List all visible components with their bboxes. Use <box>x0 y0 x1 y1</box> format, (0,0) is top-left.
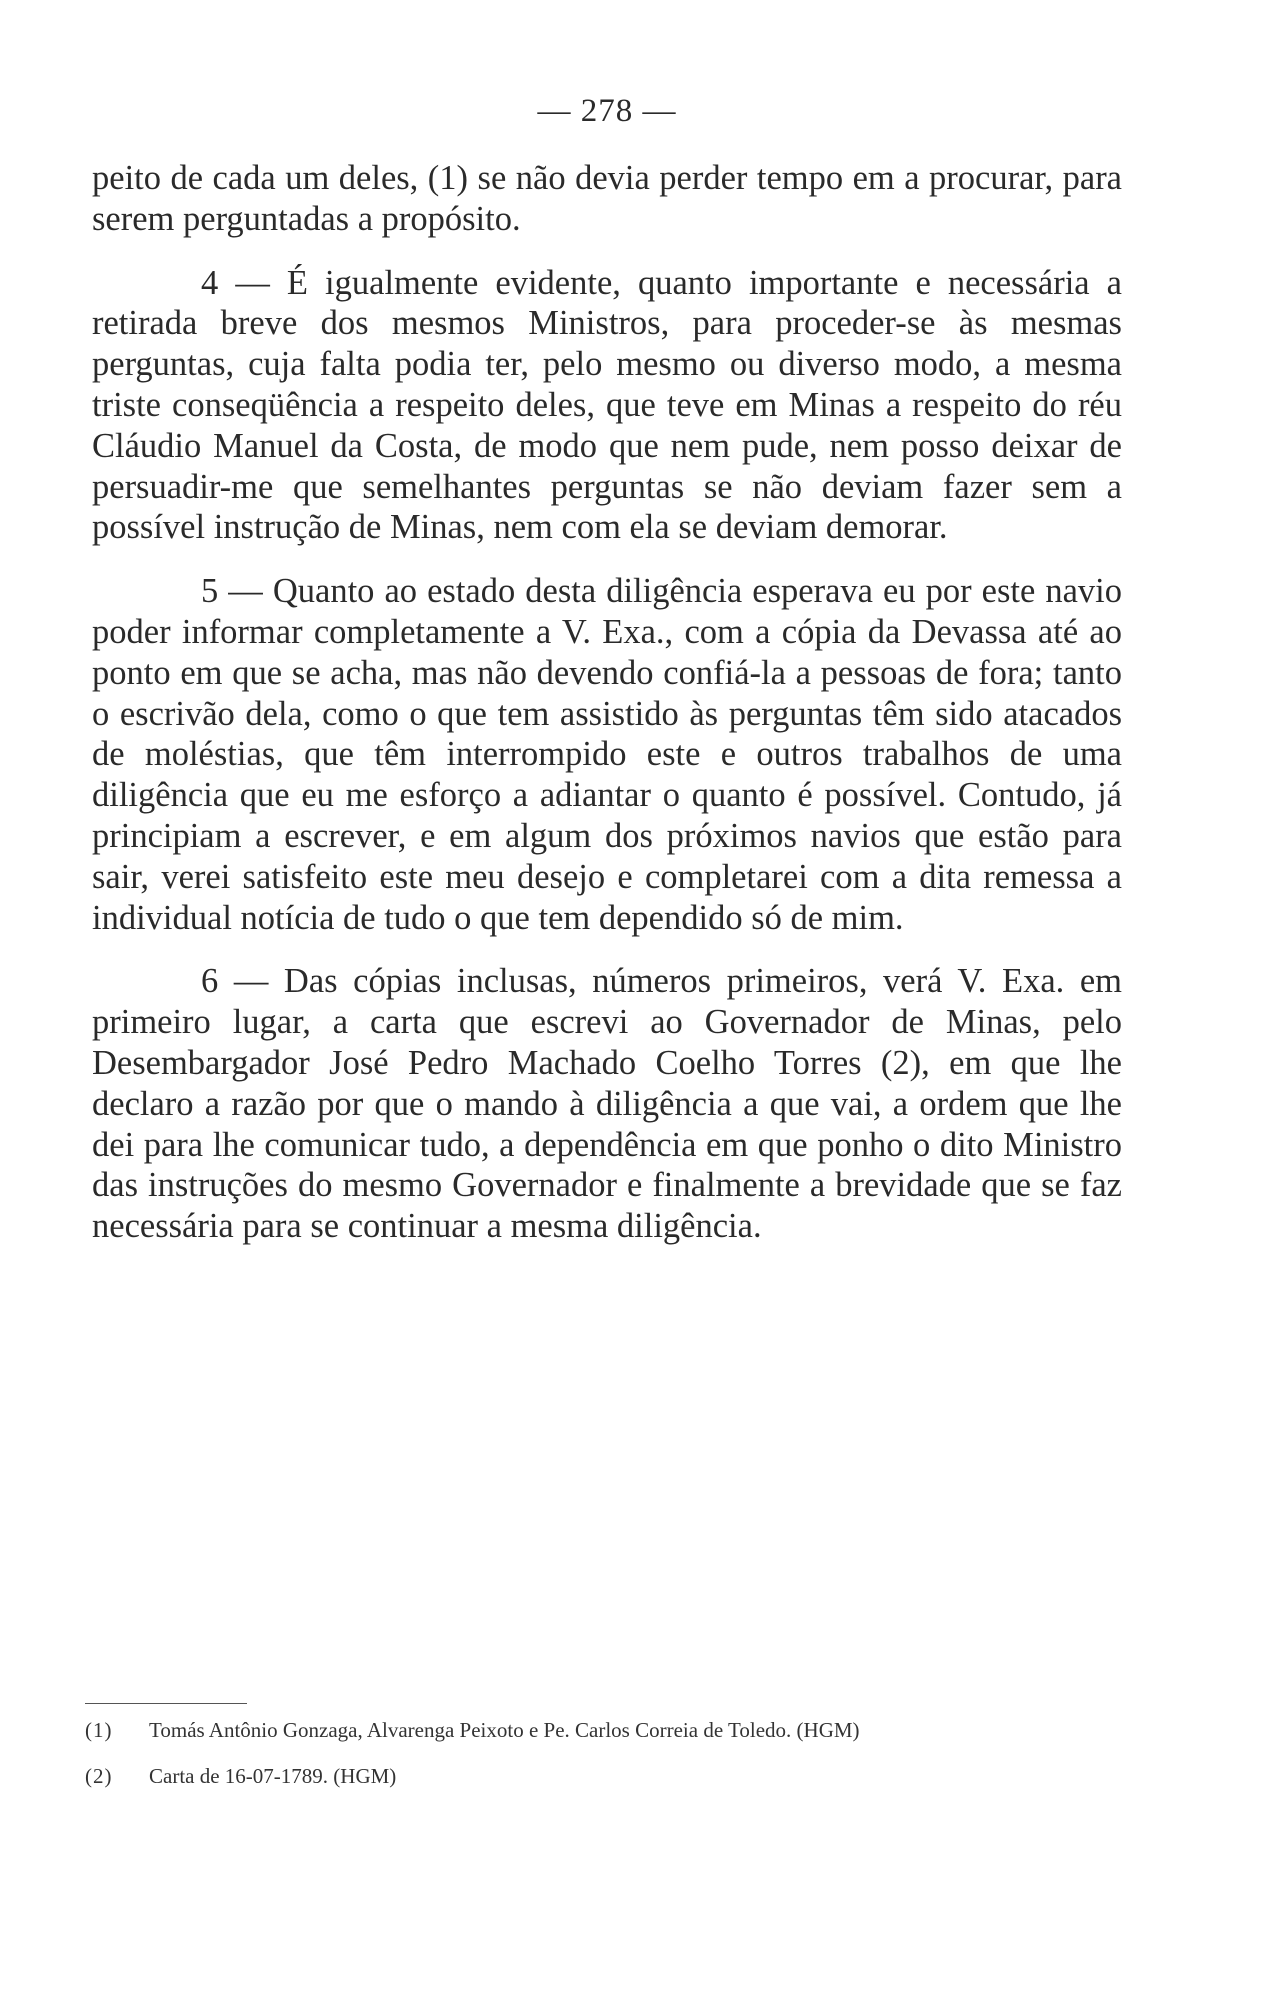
footnote-mark: (2) <box>85 1764 113 1788</box>
paragraph-item-6: 6 — Das cópias inclusas, números primeiros, verá V. Exa. em primeiro lugar, a carta que escrevi ao Governador de Minas, pelo Desembargador José Pedro Machado Coelho Torres (2), em que lhe declaro a razão por que o mando à diligência a que vai, a ordem que lhe dei para lhe comunicar tudo, a dependência em que ponho o dito Ministro das instruções do mesmo Governador e finalmente a brevidade que se faz necessária para se continuar a mesma diligência. <box>92 962 1122 1246</box>
footnotes <box>85 1703 1125 1791</box>
footnote-text: Carta de 16-07-1789. (HGM) <box>149 1764 397 1788</box>
footnote-divider <box>85 1703 247 1704</box>
book-page <box>92 90 1122 1247</box>
paragraph-item-4: 4 — É igualmente evidente, quanto importante e necessária a retirada breve dos mesmos Ministros, para proceder-se às mesmas perguntas, cuja falta podia ter, pelo mesmo ou diverso modo, a mesma triste conseqüência a respeito deles, que teve em Minas a respeito do réu Cláudio Manuel da Costa, de modo que nem pude, nem posso deixar de persuadir-me que semelhantes perguntas se não deviam fazer sem a possível instrução de Minas, nem com ela se deviam demorar. <box>92 263 1122 547</box>
paragraph-item-5: 5 — Quanto ao estado desta diligência esperava eu por este navio poder informar completamente a V. Exa., com a cópia da Devassa até ao ponto em que se acha, mas não devendo confiá-la a pessoas de fora; tanto o escrivão dela, como o que tem assistido às perguntas têm sido atacados de moléstias, que têm interrompido este e outros trabalhos de uma diligência que eu me esforço a adiantar o quanto é possível. Contudo, já principiam a escrever, e em algum dos próximos navios que estão para sair, verei satisfeito este meu desejo e completarei com a dita remessa a individual notícia de tudo o que tem dependido só de mim. <box>92 572 1122 937</box>
footnote-text: Tomás Antônio Gonzaga, Alvarenga Peixoto e Pe. Carlos Correia de Toledo. (HGM) <box>149 1718 860 1742</box>
footnote-mark: (1) <box>85 1718 113 1742</box>
paragraph-continuation: peito de cada um deles, (1) se não devia perder tempo em a procurar, para serem perguntadas a propósito. <box>92 159 1122 238</box>
footnote-1 <box>85 1716 1125 1745</box>
page-number: — 278 — <box>537 93 677 129</box>
footnote-2 <box>85 1762 1125 1791</box>
